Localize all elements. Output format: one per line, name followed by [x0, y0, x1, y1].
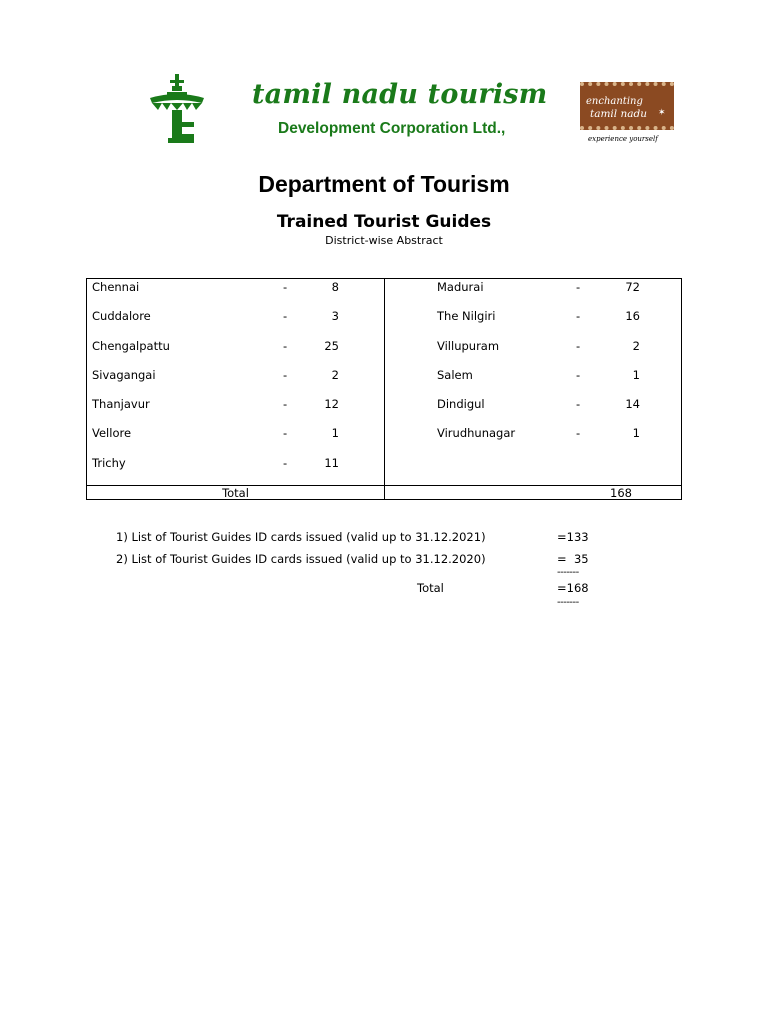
guide-count: 2 — [331, 368, 339, 382]
guide-count: 1 — [331, 426, 339, 440]
district-name: Trichy — [92, 456, 126, 470]
abstract-title: District-wise Abstract — [325, 234, 443, 247]
table-row — [437, 308, 677, 324]
district-name: Madurai — [437, 280, 484, 294]
table-row — [437, 279, 677, 295]
guide-count: 8 — [331, 280, 339, 294]
guide-count: 16 — [625, 309, 640, 323]
guides-title: Trained Tourist Guides — [276, 212, 492, 232]
district-name: Sivagangai — [92, 368, 156, 382]
separator-dash: - — [283, 397, 288, 411]
brand-name: tamil nadu tourism — [252, 79, 548, 110]
temple-gopuram-emblem-icon — [148, 72, 206, 144]
district-name: Villupuram — [437, 339, 500, 353]
district-name: The Nilgiri — [437, 309, 496, 323]
district-name: Virudhunagar — [437, 426, 516, 440]
district-name: Dindigul — [437, 397, 485, 411]
separator-dash: - — [283, 426, 288, 440]
separator-dash: - — [576, 397, 581, 411]
district-name: Salem — [437, 368, 473, 382]
star-icon: ✶ — [658, 108, 666, 118]
district-name: Cuddalore — [92, 309, 151, 323]
guide-count: 11 — [324, 456, 339, 470]
table-row — [92, 396, 382, 412]
id-card-item-2020: 2) List of Tourist Guides ID cards issued (valid up to 31.12.2020) — [116, 552, 486, 566]
table-total-value: 168 — [610, 486, 632, 500]
district-name: Chennai — [92, 280, 140, 294]
separator-dash: - — [283, 368, 288, 382]
table-total-label: Total — [222, 486, 249, 500]
separator-dash: - — [576, 280, 581, 294]
id-card-value-2021: =133 — [557, 530, 589, 544]
guide-count: 14 — [625, 397, 640, 411]
department-title: Department of Tourism — [258, 171, 510, 197]
district-name: Thanjavur — [92, 397, 150, 411]
guide-count: 2 — [632, 339, 640, 353]
table-row — [92, 367, 382, 383]
district-name: Vellore — [92, 426, 132, 440]
table-row — [92, 455, 382, 471]
table-row — [92, 425, 382, 441]
guide-count: 1 — [632, 368, 640, 382]
id-card-total-value: =168 — [557, 581, 589, 595]
badge-line2: tamil nadu — [590, 108, 647, 120]
id-card-total-label: Total — [417, 581, 444, 595]
sum-separator-bottom: ------- — [557, 597, 579, 608]
separator-dash: - — [283, 339, 288, 353]
column-divider — [384, 279, 385, 499]
sum-separator-top: ------- — [557, 567, 579, 578]
table-row — [437, 367, 677, 383]
district-name: Chengalpattu — [92, 339, 170, 353]
enchanting-tamil-nadu-badge — [580, 82, 674, 130]
guide-count: 12 — [324, 397, 339, 411]
guide-count: 25 — [324, 339, 339, 353]
table-row — [437, 425, 677, 441]
guide-count: 3 — [331, 309, 339, 323]
guide-count: 72 — [625, 280, 640, 294]
table-row — [92, 338, 382, 354]
separator-dash: - — [576, 309, 581, 323]
id-card-item-2021: 1) List of Tourist Guides ID cards issued (valid up to 31.12.2021) — [116, 530, 486, 544]
table-row — [92, 308, 382, 324]
badge-tagline: experience yourself — [588, 135, 658, 143]
separator-dash: - — [283, 280, 288, 294]
id-card-value-2020: = 35 — [557, 552, 589, 566]
guide-count: 1 — [632, 426, 640, 440]
separator-dash: - — [576, 339, 581, 353]
table-row — [437, 338, 677, 354]
table-row — [92, 279, 382, 295]
separator-dash: - — [283, 456, 288, 470]
table-row — [437, 396, 677, 412]
separator-dash: - — [576, 426, 581, 440]
separator-dash: - — [283, 309, 288, 323]
badge-line1: enchanting — [586, 96, 643, 107]
district-table — [86, 278, 682, 500]
corporation-name: Development Corporation Ltd., — [278, 120, 506, 137]
separator-dash: - — [576, 368, 581, 382]
